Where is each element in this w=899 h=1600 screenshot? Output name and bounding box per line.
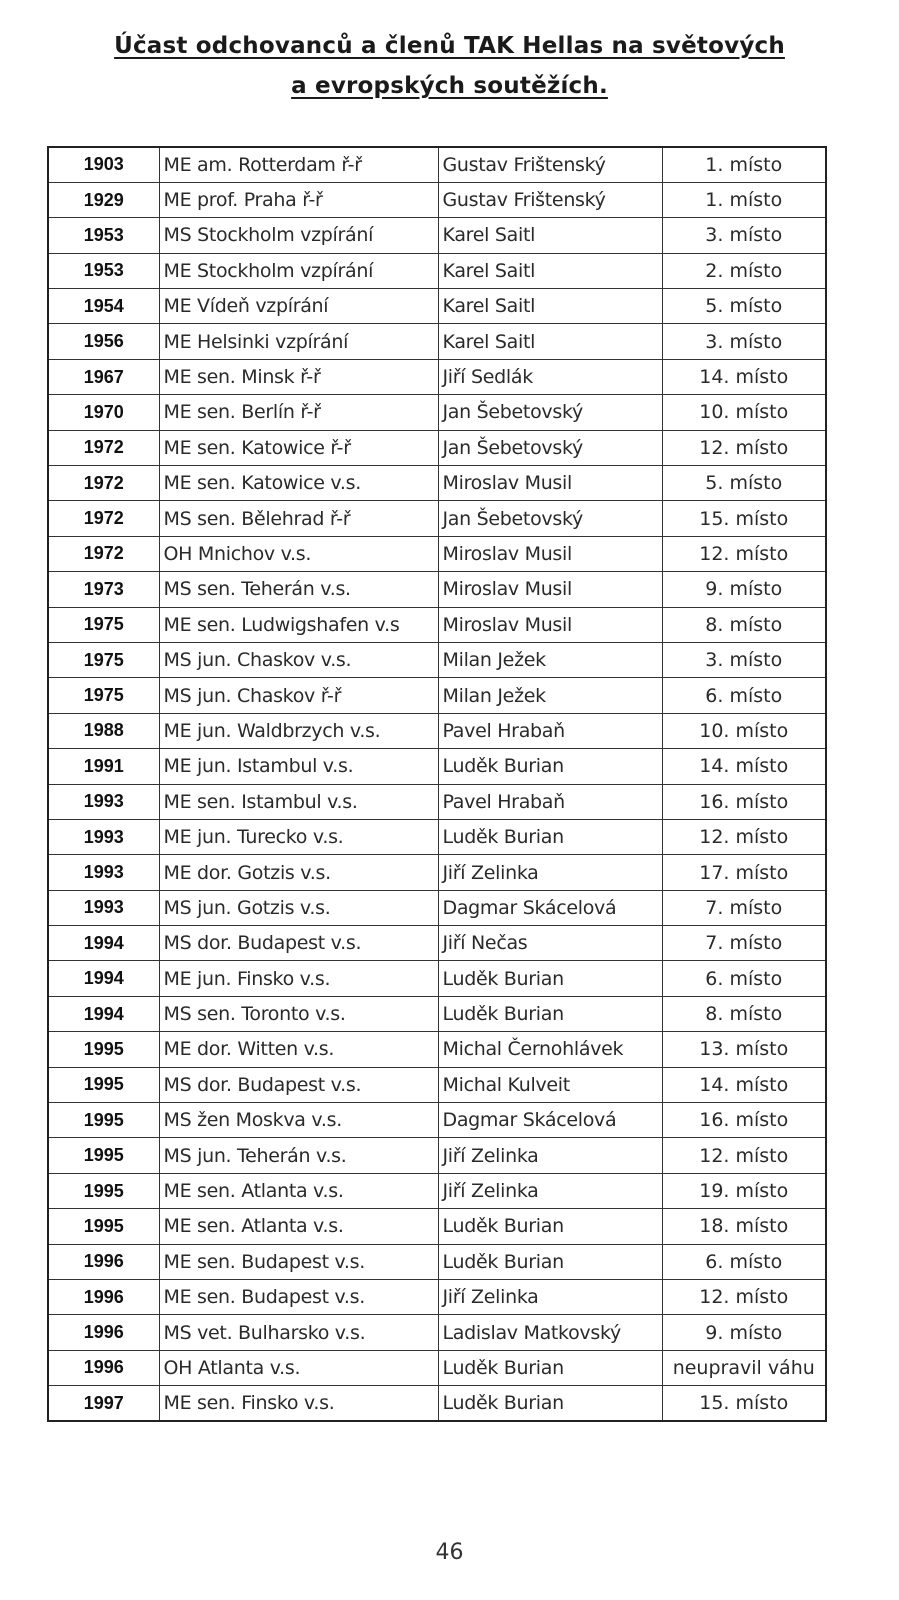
year-cell: 1972 — [48, 466, 159, 501]
table-row — [48, 1386, 826, 1421]
year-cell: 1993 — [48, 890, 159, 925]
year-cell: 1973 — [48, 572, 159, 607]
name-cell: Luděk Burian — [438, 819, 662, 854]
year-cell: 1975 — [48, 642, 159, 677]
table-row — [48, 359, 826, 394]
place-cell: 1. místo — [662, 182, 826, 217]
place-cell: 6. místo — [662, 678, 826, 713]
year-cell: 1993 — [48, 855, 159, 890]
year-cell: 1972 — [48, 430, 159, 465]
name-cell: Miroslav Musil — [438, 607, 662, 642]
name-cell: Dagmar Skácelová — [438, 890, 662, 925]
place-cell: 15. místo — [662, 1386, 826, 1421]
name-cell: Milan Ježek — [438, 678, 662, 713]
name-cell: Jiří Zelinka — [438, 1280, 662, 1315]
event-cell: ME Stockholm vzpírání — [159, 253, 438, 288]
year-cell: 1972 — [48, 501, 159, 536]
year-cell: 1953 — [48, 253, 159, 288]
event-cell: ME sen. Budapest v.s. — [159, 1244, 438, 1279]
table-row — [48, 1138, 826, 1173]
place-cell: 16. místo — [662, 784, 826, 819]
name-cell: Milan Ježek — [438, 642, 662, 677]
place-cell: 15. místo — [662, 501, 826, 536]
event-cell: ME dor. Witten v.s. — [159, 1032, 438, 1067]
event-cell: ME sen. Minsk ř-ř — [159, 359, 438, 394]
year-cell: 1994 — [48, 961, 159, 996]
table-row — [48, 289, 826, 324]
event-cell: ME jun. Waldbrzych v.s. — [159, 713, 438, 748]
event-cell: MS sen. Toronto v.s. — [159, 996, 438, 1031]
event-cell: ME Helsinki vzpírání — [159, 324, 438, 359]
place-cell: 19. místo — [662, 1173, 826, 1208]
place-cell: 7. místo — [662, 890, 826, 925]
table-row — [48, 642, 826, 677]
year-cell: 1997 — [48, 1386, 159, 1421]
name-cell: Pavel Hrabaň — [438, 784, 662, 819]
event-cell: ME jun. Istambul v.s. — [159, 749, 438, 784]
table-row — [48, 536, 826, 571]
name-cell: Jiří Nečas — [438, 926, 662, 961]
place-cell: 6. místo — [662, 961, 826, 996]
year-cell: 1929 — [48, 182, 159, 217]
table-row — [48, 182, 826, 217]
name-cell: Luděk Burian — [438, 961, 662, 996]
year-cell: 1991 — [48, 749, 159, 784]
event-cell: ME sen. Katowice ř-ř — [159, 430, 438, 465]
year-cell: 1995 — [48, 1067, 159, 1102]
name-cell: Miroslav Musil — [438, 572, 662, 607]
place-cell: 18. místo — [662, 1209, 826, 1244]
year-cell: 1995 — [48, 1138, 159, 1173]
place-cell: 10. místo — [662, 713, 826, 748]
place-cell: neupravil váhu — [662, 1350, 826, 1385]
place-cell: 10. místo — [662, 395, 826, 430]
event-cell: ME Vídeň vzpírání — [159, 289, 438, 324]
event-cell: MS Stockholm vzpírání — [159, 218, 438, 253]
place-cell: 12. místo — [662, 536, 826, 571]
year-cell: 1903 — [48, 147, 159, 182]
table-row — [48, 1280, 826, 1315]
place-cell: 7. místo — [662, 926, 826, 961]
event-cell: MS dor. Budapest v.s. — [159, 926, 438, 961]
year-cell: 1953 — [48, 218, 159, 253]
table-row — [48, 324, 826, 359]
year-cell: 1972 — [48, 536, 159, 571]
place-cell: 12. místo — [662, 1280, 826, 1315]
year-cell: 1967 — [48, 359, 159, 394]
table-row — [48, 1209, 826, 1244]
event-cell: ME prof. Praha ř-ř — [159, 182, 438, 217]
table-row — [48, 749, 826, 784]
event-cell: ME jun. Turecko v.s. — [159, 819, 438, 854]
event-cell: ME sen. Berlín ř-ř — [159, 395, 438, 430]
year-cell: 1994 — [48, 996, 159, 1031]
event-cell: ME sen. Atlanta v.s. — [159, 1173, 438, 1208]
table-row — [48, 1173, 826, 1208]
year-cell: 1954 — [48, 289, 159, 324]
year-cell: 1993 — [48, 784, 159, 819]
year-cell: 1975 — [48, 607, 159, 642]
event-cell: MS jun. Chaskov ř-ř — [159, 678, 438, 713]
place-cell: 12. místo — [662, 1138, 826, 1173]
table-row — [48, 147, 826, 182]
event-cell: ME jun. Finsko v.s. — [159, 961, 438, 996]
place-cell: 12. místo — [662, 819, 826, 854]
name-cell: Gustav Frištenský — [438, 182, 662, 217]
table-row — [48, 784, 826, 819]
name-cell: Jiří Zelinka — [438, 1173, 662, 1208]
table-row — [48, 855, 826, 890]
place-cell: 3. místo — [662, 642, 826, 677]
table-row — [48, 395, 826, 430]
year-cell: 1995 — [48, 1103, 159, 1138]
title-line-2: a evropských soutěžích. — [291, 73, 608, 99]
year-cell: 1956 — [48, 324, 159, 359]
place-cell: 3. místo — [662, 218, 826, 253]
event-cell: MS jun. Teherán v.s. — [159, 1138, 438, 1173]
event-cell: MS sen. Teherán v.s. — [159, 572, 438, 607]
year-cell: 1996 — [48, 1244, 159, 1279]
table-row — [48, 1067, 826, 1102]
page-title — [0, 26, 899, 106]
name-cell: Jan Šebetovský — [438, 395, 662, 430]
place-cell: 5. místo — [662, 289, 826, 324]
event-cell: ME am. Rotterdam ř-ř — [159, 147, 438, 182]
place-cell: 1. místo — [662, 147, 826, 182]
event-cell: MS dor. Budapest v.s. — [159, 1067, 438, 1102]
name-cell: Michal Černohlávek — [438, 1032, 662, 1067]
event-cell: ME sen. Finsko v.s. — [159, 1386, 438, 1421]
event-cell: OH Atlanta v.s. — [159, 1350, 438, 1385]
event-cell: ME sen. Atlanta v.s. — [159, 1209, 438, 1244]
place-cell: 8. místo — [662, 996, 826, 1031]
name-cell: Miroslav Musil — [438, 466, 662, 501]
name-cell: Luděk Burian — [438, 1386, 662, 1421]
year-cell: 1996 — [48, 1280, 159, 1315]
event-cell: ME sen. Ludwigshafen v.s — [159, 607, 438, 642]
year-cell: 1995 — [48, 1032, 159, 1067]
event-cell: ME sen. Budapest v.s. — [159, 1280, 438, 1315]
table-row — [48, 466, 826, 501]
name-cell: Karel Saitl — [438, 253, 662, 288]
table-row — [48, 1244, 826, 1279]
place-cell: 17. místo — [662, 855, 826, 890]
place-cell: 8. místo — [662, 607, 826, 642]
place-cell: 9. místo — [662, 572, 826, 607]
table-row — [48, 996, 826, 1031]
table-row — [48, 253, 826, 288]
table-row — [48, 678, 826, 713]
place-cell: 12. místo — [662, 430, 826, 465]
year-cell: 1988 — [48, 713, 159, 748]
table-row — [48, 926, 826, 961]
table-row — [48, 1103, 826, 1138]
event-cell: ME sen. Istambul v.s. — [159, 784, 438, 819]
table-row — [48, 1315, 826, 1350]
place-cell: 2. místo — [662, 253, 826, 288]
table-row — [48, 501, 826, 536]
table-row — [48, 572, 826, 607]
year-cell: 1975 — [48, 678, 159, 713]
table-row — [48, 430, 826, 465]
place-cell: 14. místo — [662, 749, 826, 784]
table-row — [48, 819, 826, 854]
name-cell: Miroslav Musil — [438, 536, 662, 571]
name-cell: Karel Saitl — [438, 289, 662, 324]
name-cell: Pavel Hrabaň — [438, 713, 662, 748]
place-cell: 5. místo — [662, 466, 826, 501]
name-cell: Luděk Burian — [438, 996, 662, 1031]
place-cell: 16. místo — [662, 1103, 826, 1138]
place-cell: 6. místo — [662, 1244, 826, 1279]
event-cell: MS vet. Bulharsko v.s. — [159, 1315, 438, 1350]
name-cell: Gustav Frištenský — [438, 147, 662, 182]
name-cell: Michal Kulveit — [438, 1067, 662, 1102]
year-cell: 1994 — [48, 926, 159, 961]
year-cell: 1996 — [48, 1350, 159, 1385]
event-cell: MS sen. Bělehrad ř-ř — [159, 501, 438, 536]
name-cell: Luděk Burian — [438, 1244, 662, 1279]
name-cell: Ladislav Matkovský — [438, 1315, 662, 1350]
place-cell: 13. místo — [662, 1032, 826, 1067]
year-cell: 1995 — [48, 1209, 159, 1244]
name-cell: Luděk Burian — [438, 1350, 662, 1385]
place-cell: 9. místo — [662, 1315, 826, 1350]
event-cell: OH Mnichov v.s. — [159, 536, 438, 571]
place-cell: 14. místo — [662, 359, 826, 394]
name-cell: Karel Saitl — [438, 218, 662, 253]
event-cell: ME sen. Katowice v.s. — [159, 466, 438, 501]
results-table-body — [48, 147, 826, 1421]
place-cell: 14. místo — [662, 1067, 826, 1102]
name-cell: Karel Saitl — [438, 324, 662, 359]
place-cell: 3. místo — [662, 324, 826, 359]
year-cell: 1995 — [48, 1173, 159, 1208]
table-row — [48, 607, 826, 642]
name-cell: Luděk Burian — [438, 749, 662, 784]
name-cell: Jiří Zelinka — [438, 1138, 662, 1173]
table-row — [48, 890, 826, 925]
name-cell: Jiří Sedlák — [438, 359, 662, 394]
page-number: 46 — [435, 1540, 464, 1565]
name-cell: Dagmar Skácelová — [438, 1103, 662, 1138]
event-cell: MS jun. Chaskov v.s. — [159, 642, 438, 677]
table-row — [48, 713, 826, 748]
table-row — [48, 1350, 826, 1385]
name-cell: Luděk Burian — [438, 1209, 662, 1244]
name-cell: Jiří Zelinka — [438, 855, 662, 890]
table-row — [48, 1032, 826, 1067]
year-cell: 1996 — [48, 1315, 159, 1350]
name-cell: Jan Šebetovský — [438, 501, 662, 536]
results-table — [47, 146, 827, 1422]
event-cell: MS jun. Gotzis v.s. — [159, 890, 438, 925]
name-cell: Jan Šebetovský — [438, 430, 662, 465]
table-row — [48, 218, 826, 253]
year-cell: 1970 — [48, 395, 159, 430]
year-cell: 1993 — [48, 819, 159, 854]
title-line-1: Účast odchovanců a členů TAK Hellas na světových — [114, 33, 785, 59]
event-cell: ME dor. Gotzis v.s. — [159, 855, 438, 890]
event-cell: MS žen Moskva v.s. — [159, 1103, 438, 1138]
table-row — [48, 961, 826, 996]
